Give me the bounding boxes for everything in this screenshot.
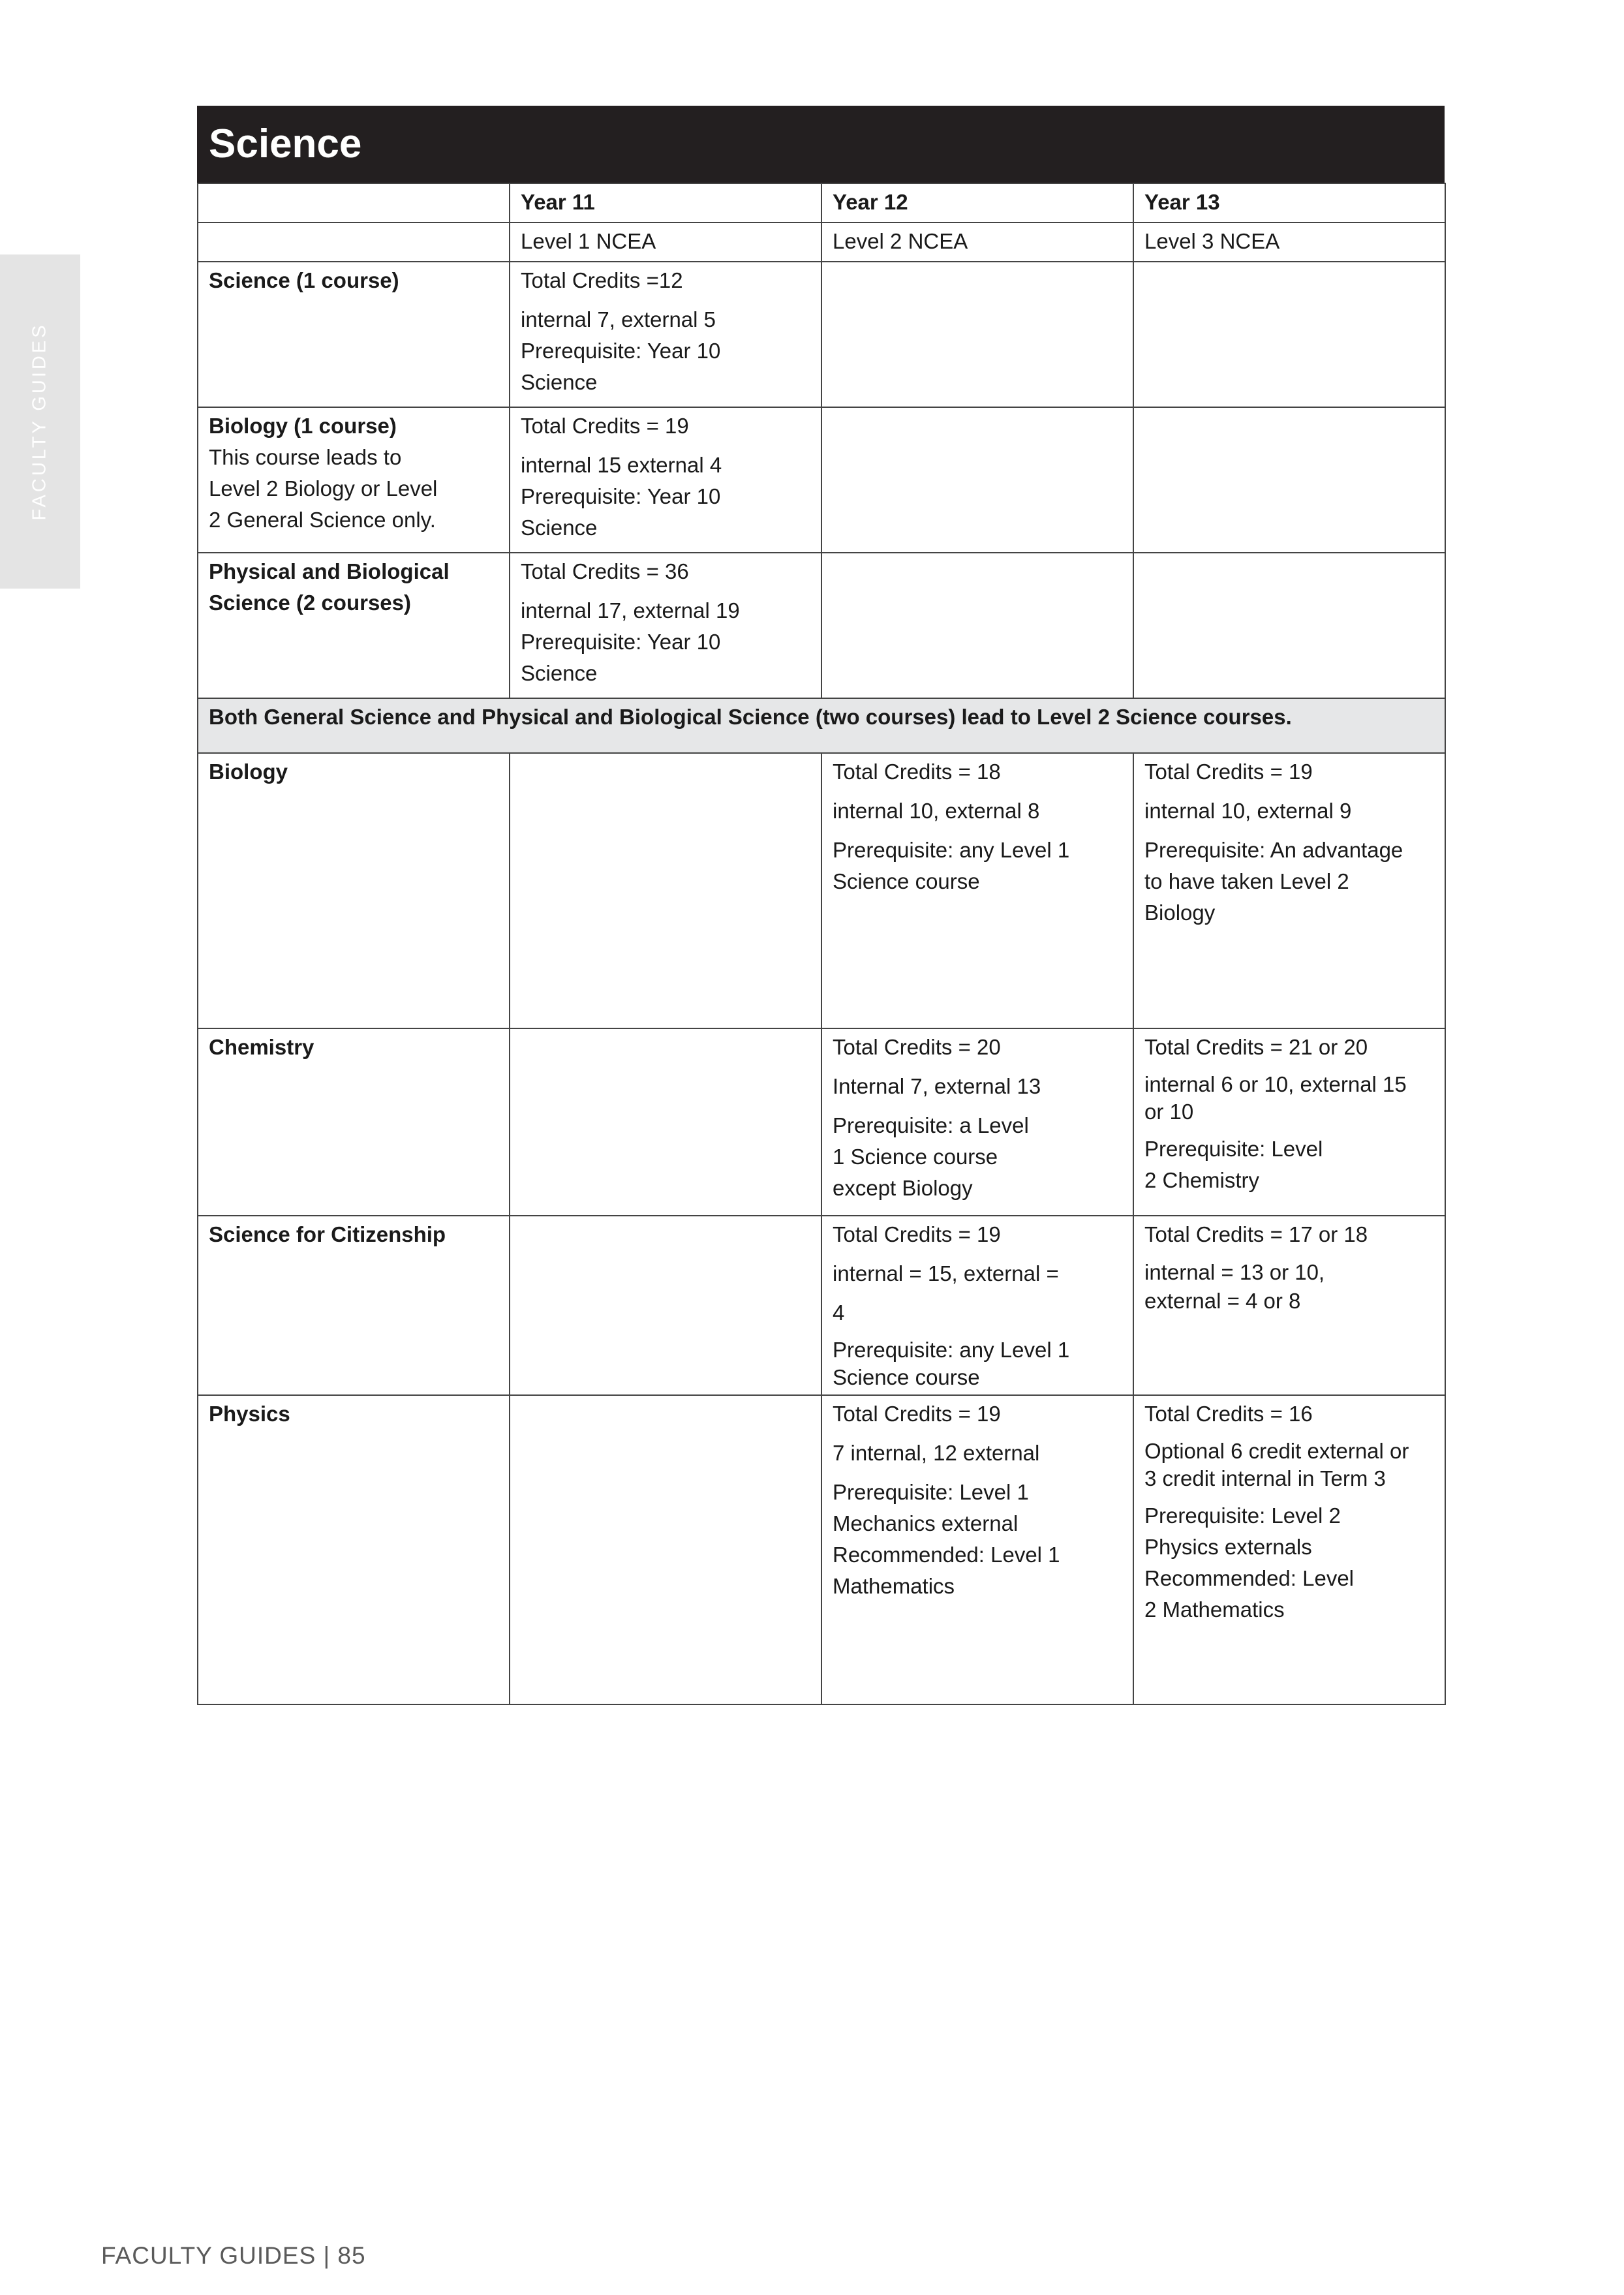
- header-level-2: Level 2 NCEA: [821, 223, 1133, 262]
- prerequisite-cont: Mechanics external: [833, 1511, 1019, 1535]
- prerequisite-cont: 2 Chemistry: [1144, 1168, 1260, 1192]
- credit-split: internal 15 external 4: [521, 453, 722, 477]
- prerequisite: Prerequisite: any Level 1: [833, 838, 1070, 862]
- recommended-cont: Mathematics: [833, 1574, 955, 1598]
- year-11-cell: [510, 553, 821, 698]
- prerequisite-cont: Science course: [833, 1365, 980, 1389]
- credit-split: internal 10, external 8: [833, 799, 1040, 823]
- year-12-cell: [821, 262, 1133, 407]
- pathway-note: Both General Science and Physical and Biological Science (two courses) lead to Level 2 Science courses.: [198, 698, 1445, 753]
- credit-split: 7 internal, 12 external: [833, 1441, 1040, 1465]
- prerequisite-cont: Biology: [1144, 901, 1216, 925]
- credit-split: Internal 7, external 13: [833, 1074, 1041, 1098]
- year-11-cell: [510, 1395, 821, 1704]
- table-row: [198, 262, 1445, 407]
- table-row: [198, 1395, 1445, 1704]
- prerequisite-cont: Physics externals: [1144, 1535, 1312, 1559]
- credit-split: internal 10, external 9: [1144, 799, 1352, 823]
- credit-split: internal 6 or 10, external 15: [1144, 1072, 1407, 1096]
- header-year-12: Year 12: [821, 183, 1133, 223]
- total-credits: Total Credits = 17 or 18: [1144, 1222, 1368, 1246]
- prerequisite-cont: to have taken Level 2: [1144, 869, 1349, 893]
- year-11-cell: [510, 1216, 821, 1395]
- prerequisite: Prerequisite: any Level 1: [833, 1338, 1070, 1362]
- course-note: 2 General Science only.: [209, 508, 436, 532]
- course-name: Chemistry: [209, 1035, 314, 1059]
- year-12-cell: [821, 1395, 1133, 1704]
- course-name-cell: [198, 407, 510, 553]
- year-12-cell: [821, 407, 1133, 553]
- year-13-cell: [1133, 407, 1445, 553]
- header-level-3: Level 3 NCEA: [1133, 223, 1445, 262]
- prerequisite: Prerequisite: Level 2: [1144, 1503, 1341, 1528]
- year-12-cell: [821, 1028, 1133, 1216]
- total-credits: Total Credits = 16: [1144, 1402, 1313, 1426]
- course-name: Science (1 course): [209, 268, 399, 292]
- course-name-cell: [198, 1216, 510, 1395]
- year-13-cell: [1133, 1216, 1445, 1395]
- note-row: [198, 698, 1445, 753]
- credit-split-cont: or 10: [1144, 1100, 1194, 1124]
- course-name-cell: [198, 1028, 510, 1216]
- year-12-cell: [821, 1216, 1133, 1395]
- year-13-cell: [1133, 1028, 1445, 1216]
- side-tab-label: FACULTY GUIDES: [29, 322, 50, 521]
- year-11-cell: [510, 753, 821, 1028]
- prerequisite: Prerequisite: Year 10: [521, 339, 721, 363]
- recommended-cont: 2 Mathematics: [1144, 1597, 1285, 1622]
- course-name: Biology: [209, 760, 288, 784]
- prerequisite: Prerequisite: a Level: [833, 1113, 1029, 1137]
- credit-split: internal 17, external 19: [521, 598, 740, 623]
- table-row: [198, 1216, 1445, 1395]
- prerequisite: Prerequisite: An advantage: [1144, 838, 1403, 862]
- year-12-cell: [821, 753, 1133, 1028]
- credit-split-cont: external = 4 or 8: [1144, 1289, 1301, 1313]
- course-name-cell: [198, 1395, 510, 1704]
- credit-split: internal 7, external 5: [521, 307, 716, 331]
- header-year-11: Year 11: [510, 183, 821, 223]
- course-name: Biology (1 course): [209, 414, 397, 438]
- year-11-cell: [510, 407, 821, 553]
- prerequisite-cont: Science course: [833, 869, 980, 893]
- total-credits: Total Credits = 19: [833, 1222, 1001, 1246]
- table-row: [198, 407, 1445, 553]
- course-name: Physical and Biological: [209, 559, 450, 583]
- course-name: Science for Citizenship: [209, 1222, 446, 1246]
- total-credits: Total Credits = 18: [833, 760, 1001, 784]
- header-level-1: Level 1 NCEA: [510, 223, 821, 262]
- course-name-cell: [198, 553, 510, 698]
- prerequisite-cont: except Biology: [833, 1176, 973, 1200]
- course-name-cell: [198, 753, 510, 1028]
- course-note: This course leads to: [209, 445, 402, 469]
- recommended: Recommended: Level 1: [833, 1543, 1060, 1567]
- year-11-cell: [510, 262, 821, 407]
- recommended: Recommended: Level: [1144, 1566, 1355, 1590]
- section-title: Science: [197, 106, 1445, 183]
- level-header-row: [198, 223, 1445, 262]
- course-table-section: [197, 106, 1445, 1705]
- total-credits: Total Credits = 19: [1144, 760, 1313, 784]
- year-header-row: [198, 183, 1445, 223]
- course-name-cont: Science (2 courses): [209, 591, 411, 615]
- credit-option-cont: 3 credit internal in Term 3: [1144, 1466, 1386, 1490]
- year-13-cell: [1133, 753, 1445, 1028]
- header-blank-cell: [198, 183, 510, 223]
- header-blank-cell: [198, 223, 510, 262]
- total-credits: Total Credits = 19: [521, 414, 689, 438]
- table-row: [198, 1028, 1445, 1216]
- year-12-cell: [821, 553, 1133, 698]
- year-11-cell: [510, 1028, 821, 1216]
- credit-option: Optional 6 credit external or: [1144, 1439, 1409, 1463]
- credit-split-cont: 4: [833, 1301, 845, 1325]
- total-credits: Total Credits = 20: [833, 1035, 1001, 1059]
- prerequisite: Prerequisite: Level: [1144, 1137, 1323, 1161]
- prerequisite: Prerequisite: Year 10: [521, 630, 721, 654]
- header-year-13: Year 13: [1133, 183, 1445, 223]
- course-table: [197, 183, 1446, 1705]
- credit-split: internal = 13 or 10,: [1144, 1260, 1325, 1284]
- page-footer: FACULTY GUIDES | 85: [101, 2242, 366, 2269]
- prerequisite-cont: Science: [521, 661, 598, 685]
- total-credits: Total Credits = 19: [833, 1402, 1001, 1426]
- total-credits: Total Credits =12: [521, 268, 683, 292]
- table-row: [198, 753, 1445, 1028]
- course-name: Physics: [209, 1402, 290, 1426]
- year-13-cell: [1133, 262, 1445, 407]
- prerequisite-cont: 1 Science course: [833, 1145, 998, 1169]
- course-note: Level 2 Biology or Level: [209, 476, 438, 501]
- total-credits: Total Credits = 21 or 20: [1144, 1035, 1368, 1059]
- year-13-cell: [1133, 1395, 1445, 1704]
- prerequisite-cont: Science: [521, 370, 598, 394]
- table-row: [198, 553, 1445, 698]
- course-name-cell: [198, 262, 510, 407]
- total-credits: Total Credits = 36: [521, 559, 689, 583]
- prerequisite-cont: Science: [521, 516, 598, 540]
- prerequisite: Prerequisite: Level 1: [833, 1480, 1029, 1504]
- credit-split: internal = 15, external =: [833, 1261, 1059, 1286]
- year-13-cell: [1133, 553, 1445, 698]
- prerequisite: Prerequisite: Year 10: [521, 484, 721, 508]
